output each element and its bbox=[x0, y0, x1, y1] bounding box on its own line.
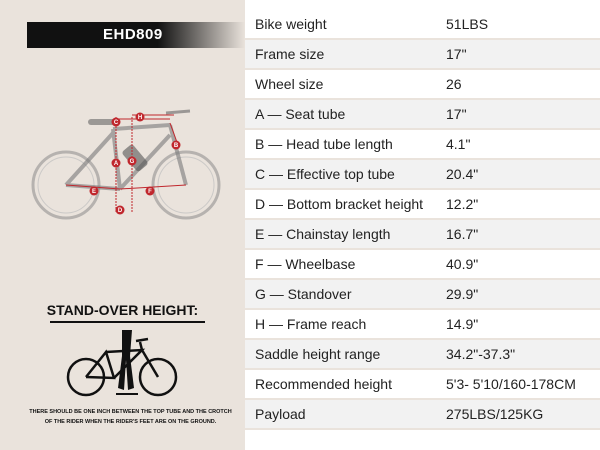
spec-value: 51LBS bbox=[446, 16, 489, 32]
spec-label: Recommended height bbox=[255, 376, 392, 392]
spec-label: G — Standover bbox=[255, 286, 352, 302]
spec-row bbox=[245, 190, 600, 220]
spec-row bbox=[245, 70, 600, 100]
spec-value: 17" bbox=[446, 106, 467, 122]
spec-label: Wheel size bbox=[255, 76, 324, 92]
standover-note: THERE SHOULD BE ONE INCH BETWEEN THE TOP TUBE AND THE CROTCH OF THE RIDER WHEN THE RIDER'S FEET ARE ON THE GROUND. bbox=[29, 409, 232, 425]
standover-title: STAND-OVER HEIGHT: bbox=[46, 302, 199, 318]
spec-row bbox=[245, 160, 600, 190]
standover-illustration bbox=[66, 330, 178, 400]
spec-row bbox=[245, 10, 600, 40]
label-b: B bbox=[173, 143, 179, 149]
spec-value: 14.9" bbox=[446, 316, 479, 332]
label-h: H bbox=[137, 115, 143, 121]
standover-underline bbox=[50, 321, 205, 323]
spec-label: D — Bottom bracket height bbox=[255, 196, 424, 212]
spec-label: Bike weight bbox=[255, 16, 327, 32]
spec-row bbox=[245, 400, 600, 430]
spec-value: 12.2" bbox=[446, 196, 479, 212]
bike-geometry-diagram bbox=[28, 105, 228, 235]
spec-value: 16.7" bbox=[446, 226, 479, 242]
spec-value: 20.4" bbox=[446, 166, 479, 182]
spec-value: 5'3- 5'10/160-178CM bbox=[446, 376, 576, 392]
spec-row bbox=[245, 130, 600, 160]
spec-label: Payload bbox=[255, 406, 306, 422]
label-d: D bbox=[117, 208, 123, 214]
spec-label: Frame size bbox=[255, 46, 325, 62]
left-panel bbox=[0, 0, 245, 450]
spec-row bbox=[245, 40, 600, 70]
spec-row bbox=[245, 280, 600, 310]
spec-value: 29.9" bbox=[446, 286, 479, 302]
label-f: F bbox=[148, 189, 152, 195]
spec-value: 275LBS/125KG bbox=[446, 406, 544, 422]
spec-row bbox=[245, 100, 600, 130]
spec-value: 4.1" bbox=[446, 136, 471, 152]
spec-row bbox=[245, 310, 600, 340]
label-g: G bbox=[129, 159, 135, 165]
label-c: C bbox=[113, 120, 119, 126]
spec-row bbox=[245, 370, 600, 400]
spec-row bbox=[245, 220, 600, 250]
spec-label: C — Effective top tube bbox=[255, 166, 395, 182]
spec-row bbox=[245, 250, 600, 280]
spec-label: H — Frame reach bbox=[255, 316, 367, 332]
spec-label: E — Chainstay length bbox=[255, 226, 391, 242]
spec-value: 17" bbox=[446, 46, 467, 62]
model-name: EHD809 bbox=[103, 26, 163, 43]
spec-label: B — Head tube length bbox=[255, 136, 393, 152]
spec-value: 40.9" bbox=[446, 256, 479, 272]
label-a: A bbox=[113, 161, 119, 167]
model-badge bbox=[27, 22, 245, 48]
spec-label: A — Seat tube bbox=[255, 106, 346, 122]
spec-row bbox=[245, 340, 600, 370]
specs-table bbox=[245, 0, 600, 450]
spec-value: 26 bbox=[446, 76, 462, 92]
spec-value: 34.2"-37.3" bbox=[446, 346, 516, 362]
label-e: E bbox=[91, 189, 97, 195]
spec-label: Saddle height range bbox=[255, 346, 381, 362]
spec-label: F — Wheelbase bbox=[255, 256, 356, 272]
